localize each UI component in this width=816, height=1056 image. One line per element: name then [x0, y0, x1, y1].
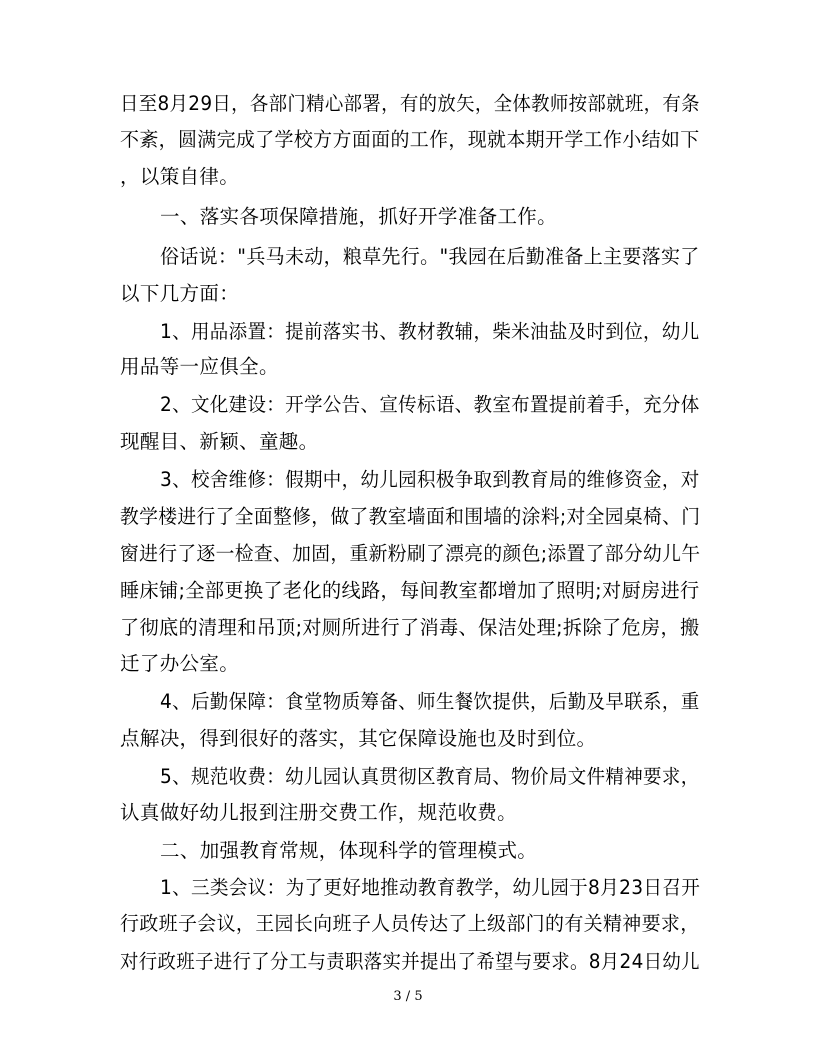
text-line: 1、三类会议：为了更好地推动教育教学，幼儿园于8月23日召开: [160, 876, 701, 899]
text-line: 以下几方面：: [120, 282, 240, 305]
page-number: 3 / 5: [393, 989, 423, 1004]
text-line: 行政班子会议，王园长向班子人员传达了上级部门的有关精神要求，: [120, 912, 700, 935]
text-line: 现醒目、新颖、童趣。: [120, 430, 319, 453]
text-line: 2、文化建设：开学公告、宣传标语、教室布置提前着手，充分体: [160, 393, 700, 416]
text-line: 5、规范收费：幼儿园认真贯彻区教育局、物价局文件精神要求，: [160, 765, 700, 788]
text-line: 日至8月29日，各部门精心部署，有的放矢，全体教师按部就班，有条: [120, 92, 700, 115]
text-line: 迁了办公室。: [120, 652, 240, 675]
text-line: ，以策自律。: [120, 165, 240, 188]
text-line: 俗话说："兵马未动，粮草先行。"我园在后勤准备上主要落实了: [160, 245, 700, 268]
text-line: 认真做好幼儿报到注册交费工作，规范收费。: [120, 801, 518, 824]
text-line: 点解决，得到很好的落实，其它保障设施也及时到位。: [120, 727, 597, 750]
text-line: 3、校舍维修：假期中，幼儿园积极争取到教育局的维修资金，对: [160, 468, 700, 491]
text-line: 对行政班子进行了分工与责职落实并提出了希望与要求。8月24日幼儿: [120, 950, 700, 973]
text-line: 窗进行了逐一检查、加固，重新粉刷了漂亮的颜色;添置了部分幼儿午: [120, 542, 701, 565]
section-heading: 二、加强教育常规，体现科学的管理模式。: [160, 839, 538, 862]
text-line: 1、用品添置：提前落实书、教材教辅，柴米油盐及时到位，幼儿: [160, 320, 700, 343]
text-line: 教学楼进行了全面整修，做了教室墙面和围墙的涂料;对全园桌椅、门: [120, 505, 701, 528]
text-line: 用品等一应俱全。: [120, 355, 279, 378]
text-line: 了彻底的清理和吊顶;对厕所进行了消毒、保洁处理;拆除了危房，搬: [120, 616, 700, 639]
text-line: 4、后勤保障：食堂物质筹备、师生餐饮提供，后勤及早联系，重: [160, 690, 700, 713]
section-heading: 一、落实各项保障措施，抓好开学准备工作。: [160, 205, 558, 228]
text-line: 睡床铺;全部更换了老化的线路，每间教室都增加了照明;对厨房进行: [120, 579, 700, 602]
text-line: 不紊，圆满完成了学校方方面面的工作，现就本期开学工作小结如下: [120, 128, 700, 151]
